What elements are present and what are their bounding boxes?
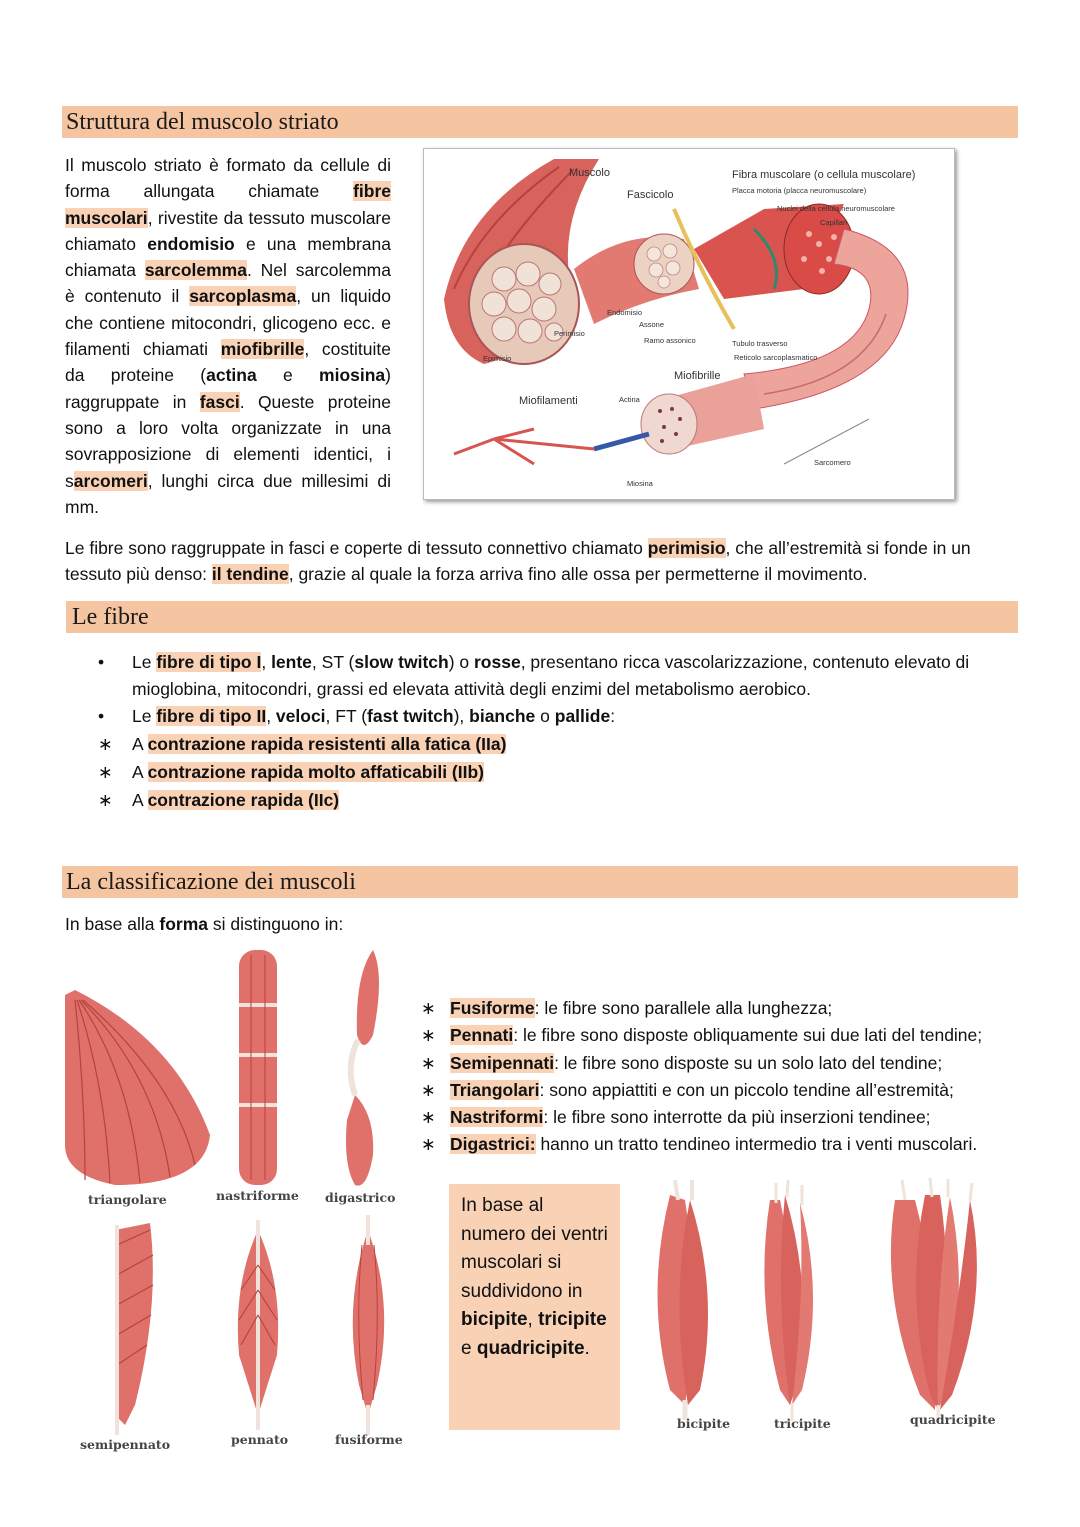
label-fusiforme: fusiforme — [335, 1432, 403, 1447]
label-bicipite: bicipite — [677, 1416, 731, 1431]
list-item: ∗ Pennati: le fibre sono disposte obliquamente sui due lati del tendine; — [421, 1025, 983, 1046]
label-tricipite: tricipite — [774, 1416, 831, 1431]
list-item: • Le fibre di tipo II, veloci, FT (fast twitch), bianche o pallide: — [98, 706, 616, 726]
list-item: ∗ A contrazione rapida molto affaticabili (IIb) — [98, 762, 485, 782]
intro-paragraph: Il muscolo striato è formato da cellule di forma allungata chiamate fibre muscolari, rivestite da tessuto muscolare chiamato endomisio e una membrana chiamata sarcolemma. Nel sarcolemma è contenuto il sarcoplasma, un liquido che contiene mitocondri, glicogeno ecc. e filamenti chiamati miofibrille, costituite da proteine (actina e miosina) raggruppate in fasci. Queste proteine sono a loro volta organizzate in una sovrapposizione di elementi identici, i sarcomeri, lunghi circa due millesimi di mm. — [65, 155, 391, 517]
label-quadricipite: quadricipite — [910, 1412, 996, 1427]
label-miofibrille: Miofibrille — [674, 370, 721, 382]
label-fibra: Fibra muscolare (o cellula muscolare) — [732, 169, 916, 181]
section-title-struttura: Struttura del muscolo striato — [62, 106, 1018, 138]
label-fascicolo: Fascicolo — [627, 189, 674, 201]
label-miosina: Miosina — [627, 479, 653, 488]
list-item: • Le fibre di tipo I, lente, ST (slow twitch) o rosse, presentano ricca vascolarizzazione, contenuto elevato di mioglobina, mitocondri, grassi ed elevata attività degli enzimi del metabolismo aerobico. — [98, 652, 970, 699]
label-placca: Placca motoria (placca neuromuscolare) — [732, 186, 867, 195]
label-sarcomero: Sarcomero — [814, 458, 851, 467]
list-item: ∗ A contrazione rapida (IIc) — [98, 790, 340, 810]
label-ramo: Ramo assonico — [644, 336, 696, 345]
label-nuclei: Nuclei della cellula neuromuscolare — [777, 204, 895, 213]
tendon-paragraph: Le fibre sono raggruppate in fasci e coperte di tessuto connettivo chiamato perimisio, che all’estremità si fonde in un tessuto più denso: il tendine, grazie al quale la forza arriva fino alle ossa per permetterne il movimento. — [65, 538, 971, 585]
label-perimisio: Perimisio — [554, 329, 585, 338]
section-title-fibre: Le fibre — [66, 601, 1018, 633]
label-digastrico: digastrico — [325, 1190, 396, 1205]
list-item: ∗ Digastrici: hanno un tratto tendineo intermedio tra i venti muscolari. — [421, 1134, 978, 1155]
ventri-muscolari-box: In base al numero dei ventri muscolari si suddividono in bicipite, tricipite e quadricipite. — [449, 1184, 620, 1430]
section-title-classificazione: La classificazione dei muscoli — [62, 866, 1018, 898]
label-endomisio: Endomisio — [607, 308, 643, 317]
label-assone: Assone — [639, 320, 665, 329]
shape-definitions-list — [421, 995, 1021, 1159]
muscle-structure-illustration — [424, 149, 954, 499]
label-actina: Actina — [619, 395, 640, 404]
label-triangolare: triangolare — [88, 1192, 167, 1207]
list-item: ∗ Fusiforme: le fibre sono parallele alla lunghezza; — [421, 998, 833, 1018]
label-muscolo: Muscolo — [569, 167, 610, 179]
list-item: ∗ Semipennati: le fibre sono disposte su un solo lato del tendine; — [421, 1052, 943, 1073]
fiber-types-list — [66, 649, 1018, 814]
label-epimisio: Epimisio — [483, 354, 512, 363]
label-nastriforme: nastriforme — [216, 1188, 299, 1203]
label-semipennato: semipennato — [80, 1437, 171, 1452]
label-pennato: pennato — [231, 1432, 289, 1447]
label-reticolo: Reticolo sarcoplasmatico — [734, 353, 818, 362]
list-item: ∗ A contrazione rapida resistenti alla fatica (IIa) — [98, 734, 507, 754]
shape-intro: In base alla forma si distinguono in: — [65, 914, 344, 934]
label-tubulo: Tubulo trasverso — [732, 339, 788, 348]
label-capillari: Capillari — [820, 218, 848, 227]
muscle-structure-figure — [423, 148, 955, 500]
muscle-heads-illustration — [640, 1175, 1020, 1425]
list-item: ∗ Triangolari: sono appiattiti e con un piccolo tendine all’estremità; — [421, 1079, 954, 1100]
list-item: ∗ Nastriformi: le fibre sono interrotte da più inserzioni tendinee; — [421, 1107, 931, 1128]
label-miofilamenti: Miofilamenti — [519, 395, 578, 407]
